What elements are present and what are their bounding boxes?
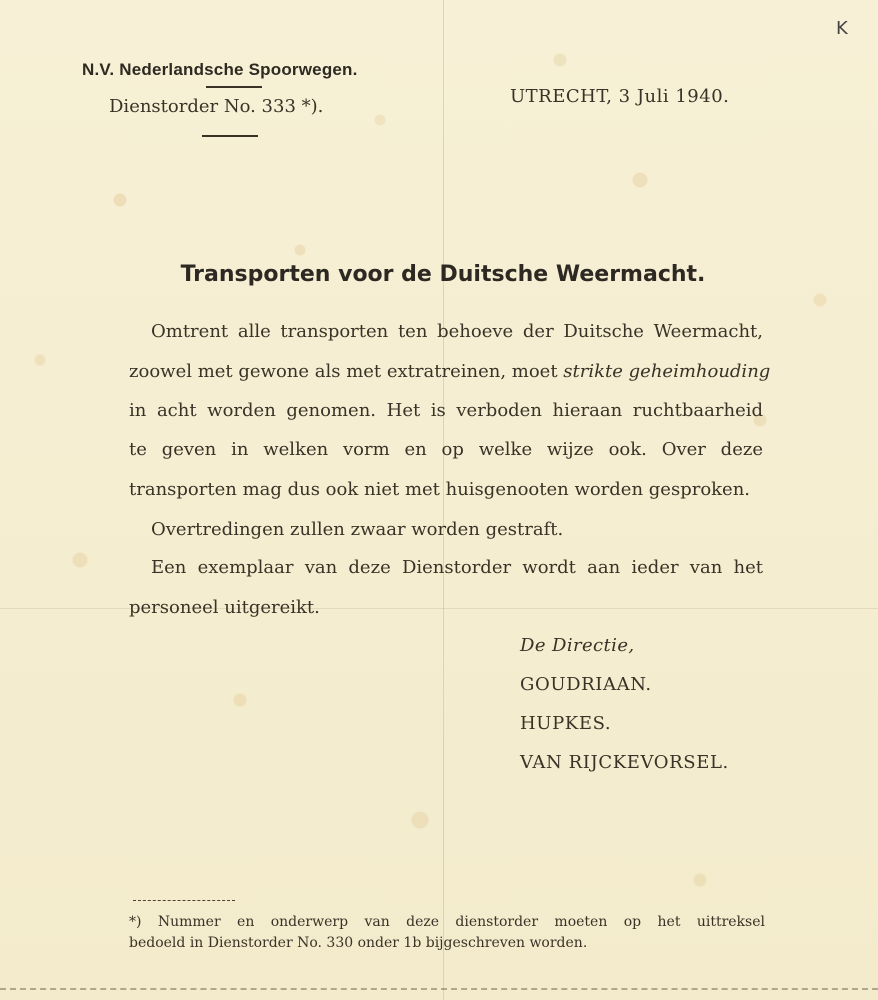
order-underline [202, 135, 258, 137]
body-line: in acht worden genomen. Het is verboden hieraan ruchtbaarheid [129, 400, 763, 421]
signatory-name: GOUDRIAAN. [520, 674, 652, 695]
body-line: te geven in welken vorm en op welke wijze ook. Over deze [129, 439, 763, 460]
corner-mark: K [836, 18, 848, 39]
perforation-line [0, 988, 878, 990]
company-name: N.V. Nederlandsche Spoorwegen. [82, 60, 358, 79]
signatory-name: HUPKES. [520, 713, 612, 734]
body-line: Een exemplaar van deze Dienstorder wordt aan ieder van het [151, 557, 763, 578]
signature-salutation: De Directie, [520, 635, 635, 656]
body-line: Overtredingen zullen zwaar worden gestraft. [151, 519, 564, 540]
footnote-divider [133, 900, 235, 901]
body-text: zoowel met gewone als met extratreinen, moet [129, 361, 564, 382]
document-title: Transporten voor de Duitsche Weermacht. [180, 262, 706, 287]
body-line: personeel uitgereikt. [129, 597, 320, 618]
body-line [129, 360, 771, 384]
emphasis-text: strikte geheimhouding [563, 361, 771, 382]
order-number: Dienstorder No. 333 *). [109, 96, 324, 117]
place-date: UTRECHT, 3 Juli 1940. [510, 86, 730, 107]
body-line: Omtrent alle transporten ten behoeve der Duitsche Weermacht, [151, 321, 763, 342]
footnote-line: bedoeld in Dienstorder No. 330 onder 1b bijgeschreven worden. [129, 935, 588, 951]
footnote-line: *) Nummer en onderwerp van deze dienstorder moeten op het uittreksel [129, 914, 765, 930]
signatory-name: VAN RIJCKEVORSEL. [520, 752, 729, 773]
company-underline [206, 86, 262, 88]
body-line: transporten mag dus ook niet met huisgenooten worden gesproken. [129, 479, 751, 500]
